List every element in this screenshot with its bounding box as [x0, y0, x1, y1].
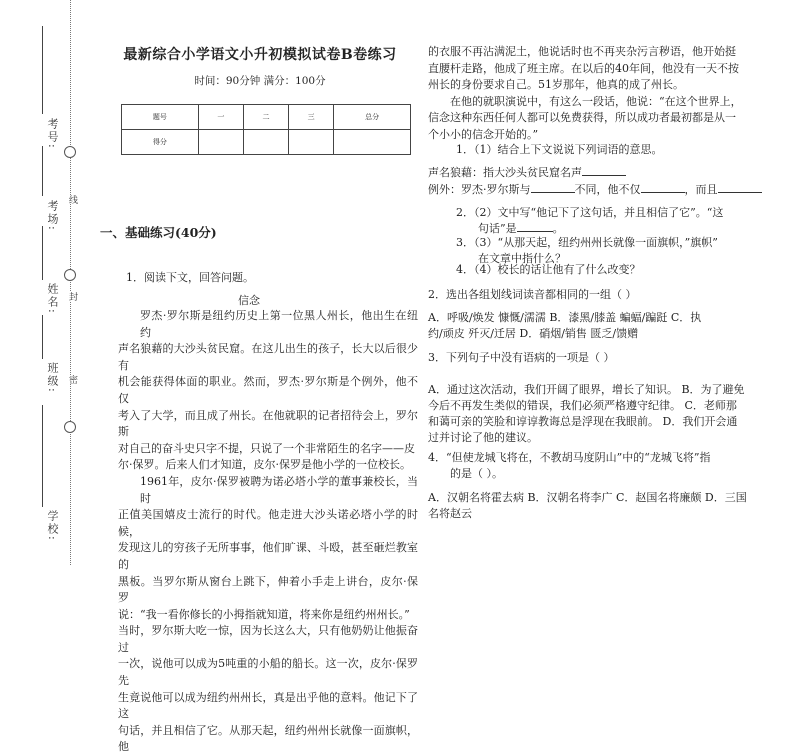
subquestion-1-line-2: 例外：罗杰·罗尔斯与 不同，他不仅 ，而且	[428, 182, 762, 198]
section-heading: 一、基础练习(40分)	[100, 225, 217, 240]
exam-time-score: 时间：90分钟 满分：100分	[194, 75, 326, 87]
school-label: 学校:	[46, 510, 59, 542]
subquestion-3: 3．（3）“从那天起，纽约州州长就像一面旗帜，”旗帜” 在文章中指什么？	[456, 236, 718, 265]
answer-blank[interactable]	[718, 192, 762, 193]
question-4-options: A．汉朝名将霍去病 B．汉朝名将李广 C．赵国名将廉颇 D．三国 名将赵云	[428, 491, 747, 520]
passage-line: 罗杰·罗尔斯是纽约历史上第一位黑人州长，他出生在纽约	[140, 309, 418, 339]
passage-line: 在他的就职演说中，有这么一段话，他说：“在这个世界上，	[450, 94, 742, 108]
answer-blank[interactable]	[531, 192, 575, 193]
question-2-options: A．呼吸/焕发 慷慨/濡濡 B．漆黑/膝盖 蝙蝠/蹁跹 C．执 约/顽皮 歼灭/迁居 D．硝烟/销售 匮乏/馈赠	[428, 311, 702, 340]
subquestion-2: 2．（2）文中写“他记下了这句话，并且相信了它”。“这 句话”是 。	[456, 206, 724, 235]
passage-title: 信念	[238, 294, 260, 307]
passage-line: 的衣服不再沾满泥土，他说话时也不再夹杂污言秽语，他开始挺	[428, 45, 736, 58]
table-header-cell: 三	[289, 105, 334, 130]
passage-line: 正值美国嬉皮士流行的时代。他走进大沙头诺必塔小学的时候，	[118, 508, 418, 538]
binding-tag-seal: 封	[67, 292, 77, 301]
exam-number-label: 考号:	[46, 118, 59, 150]
binding-tag-line: 线	[67, 195, 77, 204]
passage-line: 直腰杆走路，他成了班主席。在以后的40年间，他没有一天不按	[428, 61, 739, 75]
binding-circle	[64, 269, 76, 281]
passage-line: 声名狼藉的大沙头贫民窟。在这儿出生的孩子，长大以后很少有	[118, 342, 418, 372]
binding-tag-secret: 密	[67, 375, 77, 384]
class-label: 班级:	[46, 362, 59, 394]
passage-line: 个小小的信念开始的。”	[428, 127, 539, 141]
answer-blank[interactable]	[582, 175, 626, 176]
passage-line: 对自己的奋斗史只字不提，只说了一个非常陌生的名字——皮	[118, 441, 415, 455]
exam-number-field[interactable]	[42, 26, 43, 114]
question-1-intro: 1．阅读下文，回答问题。	[126, 271, 254, 284]
passage-line: 考入了大学，而且成了州长。在他就职的记者招待会上，罗尔斯	[118, 408, 418, 439]
table-header-cell: 一	[198, 105, 243, 130]
subquestion-1-line-1: 声名狼藉：指大沙头贫民窟名声	[428, 165, 626, 181]
passage-line: 1961年，皮尔·保罗被聘为诺必塔小学的董事兼校长，当时	[140, 474, 418, 505]
question-3: 3．下列句子中没有语病的一项是（ ）	[428, 351, 615, 364]
passage-line: 尔·保罗。后来人们才知道，皮尔·保罗是他小学的一位校长。	[118, 458, 411, 472]
table-header-cell: 总分	[334, 105, 411, 130]
passage-line: 机会能获得体面的职业。然而，罗杰·罗尔斯是个例外，他不仅	[118, 375, 418, 405]
exam-room-field[interactable]	[42, 146, 43, 196]
question-2: 2．选出各组划线词读音都相同的一组（ ）	[428, 288, 637, 301]
score-table	[121, 104, 411, 155]
table-row-label: 得分	[122, 130, 199, 155]
exam-room-label: 考场:	[46, 200, 59, 232]
passage-line: 生竟说他可以成为纽约州州长，真是出乎他的意料。他记下了这	[118, 690, 418, 721]
name-field[interactable]	[42, 226, 43, 280]
binding-circle	[64, 421, 76, 433]
question-3-options: A．通过这次活动，我们开阔了眼界，增长了知识。 B．为了避免 今后不再发生类似的错误，我们必须严格遵守纪律。 C．老师那 和蔼可亲的笑脸和谆谆教诲总是浮现在我眼前。 D．我们开会通 过并讨论了他的建议。	[428, 383, 745, 444]
passage-line: 发现这儿的穷孩子无所事事，他们旷课、斗殴，甚至砸烂教室的	[118, 541, 418, 571]
school-field[interactable]	[42, 405, 43, 507]
subquestion-4: 4．（4）校长的话让他有了什么改变？	[456, 263, 641, 276]
binding-circle	[64, 146, 76, 158]
question-4: 4．“但使龙城飞将在，不教胡马度阴山”中的“龙城飞将”指 的是（ ）。	[428, 451, 711, 480]
passage-line: 当时，罗尔斯大吃一惊，因为长这么大，只有他奶奶让他振奋过	[118, 624, 418, 654]
passage-line: 信念这种东西任何人都可以免费获得，所以成功者最初都是从一	[428, 111, 736, 125]
class-field[interactable]	[42, 315, 43, 359]
subquestion-1: 1．（1）结合上下文说说下列词语的意思。	[456, 143, 663, 156]
table-row	[122, 130, 411, 155]
passage-left-column	[118, 308, 418, 756]
passage-line: 一次，说他可以成为5吨重的小船的船长。这一次，皮尔·保罗先	[118, 657, 418, 688]
passage-line: 说：“我一看你修长的小拇指就知道，将来你是纽约州州长。”	[118, 607, 410, 621]
score-cell[interactable]	[243, 130, 288, 155]
name-label: 姓名:	[46, 283, 59, 315]
score-cell[interactable]	[334, 130, 411, 155]
score-cell[interactable]	[198, 130, 243, 155]
passage-line: 黑板。当罗尔斯从窗台上跳下，伸着小手走上讲台，皮尔·保罗	[118, 574, 418, 605]
table-header-cell: 二	[243, 105, 288, 130]
table-header-cell: 题号	[122, 105, 199, 130]
passage-line: 州长的身份要求自己。51岁那年，他真的成了州长。	[428, 78, 684, 92]
score-cell[interactable]	[289, 130, 334, 155]
table-row	[122, 105, 411, 130]
answer-blank[interactable]	[517, 231, 553, 232]
passage-line: 句话，并且相信了它。从那天起，纽约州州长就像一面旗帜，他	[118, 723, 418, 754]
passage-right-column	[428, 44, 770, 144]
binding-line	[70, 0, 71, 565]
page-title: 最新综合小学语文小升初模拟试卷B卷练习	[123, 47, 397, 63]
answer-blank[interactable]	[641, 192, 685, 193]
